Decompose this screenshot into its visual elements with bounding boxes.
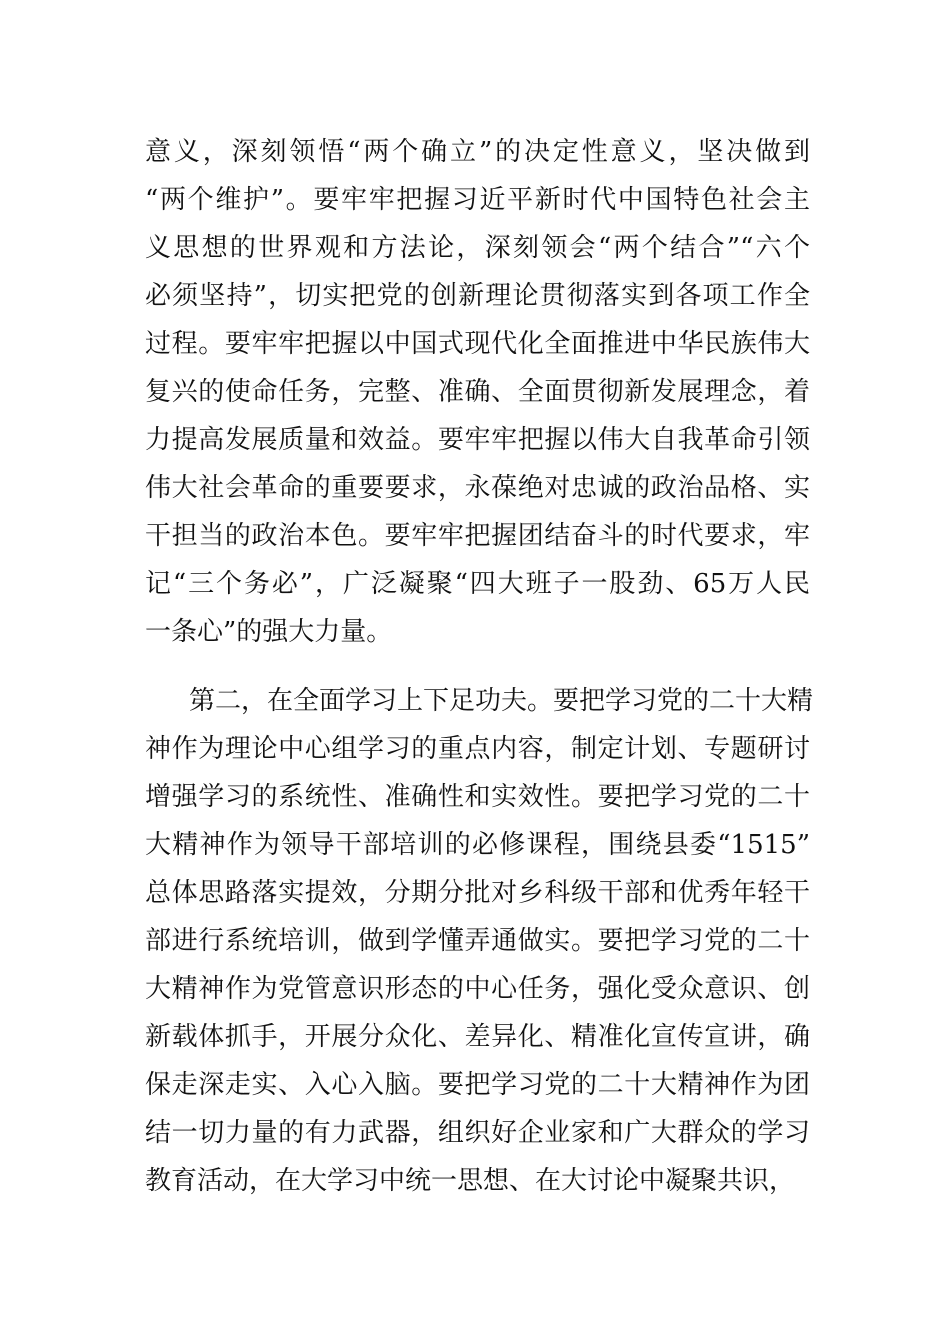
paragraph-line: 保走深走实、入心入脑。要把学习党的二十大精神作为团	[145, 1070, 810, 1100]
paragraph-line: 意义，深刻领悟“两个确立”的决定性意义，坚决做到	[145, 137, 810, 167]
paragraph-line: 义思想的世界观和方法论，深刻领会“两个结合”“六个	[145, 233, 810, 263]
paragraph-line: 记“三个务必”，广泛凝聚“四大班子一股劲、65万人民	[145, 569, 810, 599]
paragraph-line: 必须坚持”，切实把党的创新理论贯彻落实到各项工作全	[145, 281, 810, 311]
paragraph-line: 总体思路落实提效，分期分批对乡科级干部和优秀年轻干	[145, 878, 810, 908]
paragraph-1	[145, 128, 810, 656]
paragraph-line: 干担当的政治本色。要牢牢把握团结奋斗的时代要求，牢	[145, 521, 810, 551]
paragraph-2	[145, 677, 814, 1205]
paragraph-line: 神作为理论中心组学习的重点内容，制定计划、专题研讨	[145, 734, 810, 764]
paragraph-line: 大精神作为党管意识形态的中心任务，强化受众意识、创	[145, 974, 810, 1004]
paragraph-line: 部进行系统培训，做到学懂弄通做实。要把学习党的二十	[145, 926, 810, 956]
paragraph-line: 大精神作为领导干部培训的必修课程，围绕县委“1515”	[145, 830, 810, 860]
paragraph-line: 力提高发展质量和效益。要牢牢把握以伟大自我革命引领	[145, 425, 810, 455]
paragraph-line: 教育活动，在大学习中统一思想、在大讨论中凝聚共识，	[145, 1166, 796, 1196]
paragraph-line: “两个维护”。要牢牢把握习近平新时代中国特色社会主	[145, 185, 810, 215]
paragraph-line: 伟大社会革命的重要要求，永葆绝对忠诚的政治品格、实	[145, 473, 810, 503]
paragraph-line: 新载体抓手，开展分众化、差异化、精准化宣传宣讲，确	[145, 1022, 810, 1052]
paragraph-line: 第二，在全面学习上下足功夫。要把学习党的二十大精	[189, 686, 814, 716]
paragraph-line: 结一切力量的有力武器，组织好企业家和广大群众的学习	[145, 1118, 810, 1148]
paragraph-line: 复兴的使命任务，完整、准确、全面贯彻新发展理念，着	[145, 377, 810, 407]
paragraph-line: 增强学习的系统性、准确性和实效性。要把学习党的二十	[145, 782, 810, 812]
paragraph-line: 过程。要牢牢把握以中国式现代化全面推进中华民族伟大	[145, 329, 810, 359]
paragraph-line: 一条心”的强大力量。	[145, 617, 393, 647]
